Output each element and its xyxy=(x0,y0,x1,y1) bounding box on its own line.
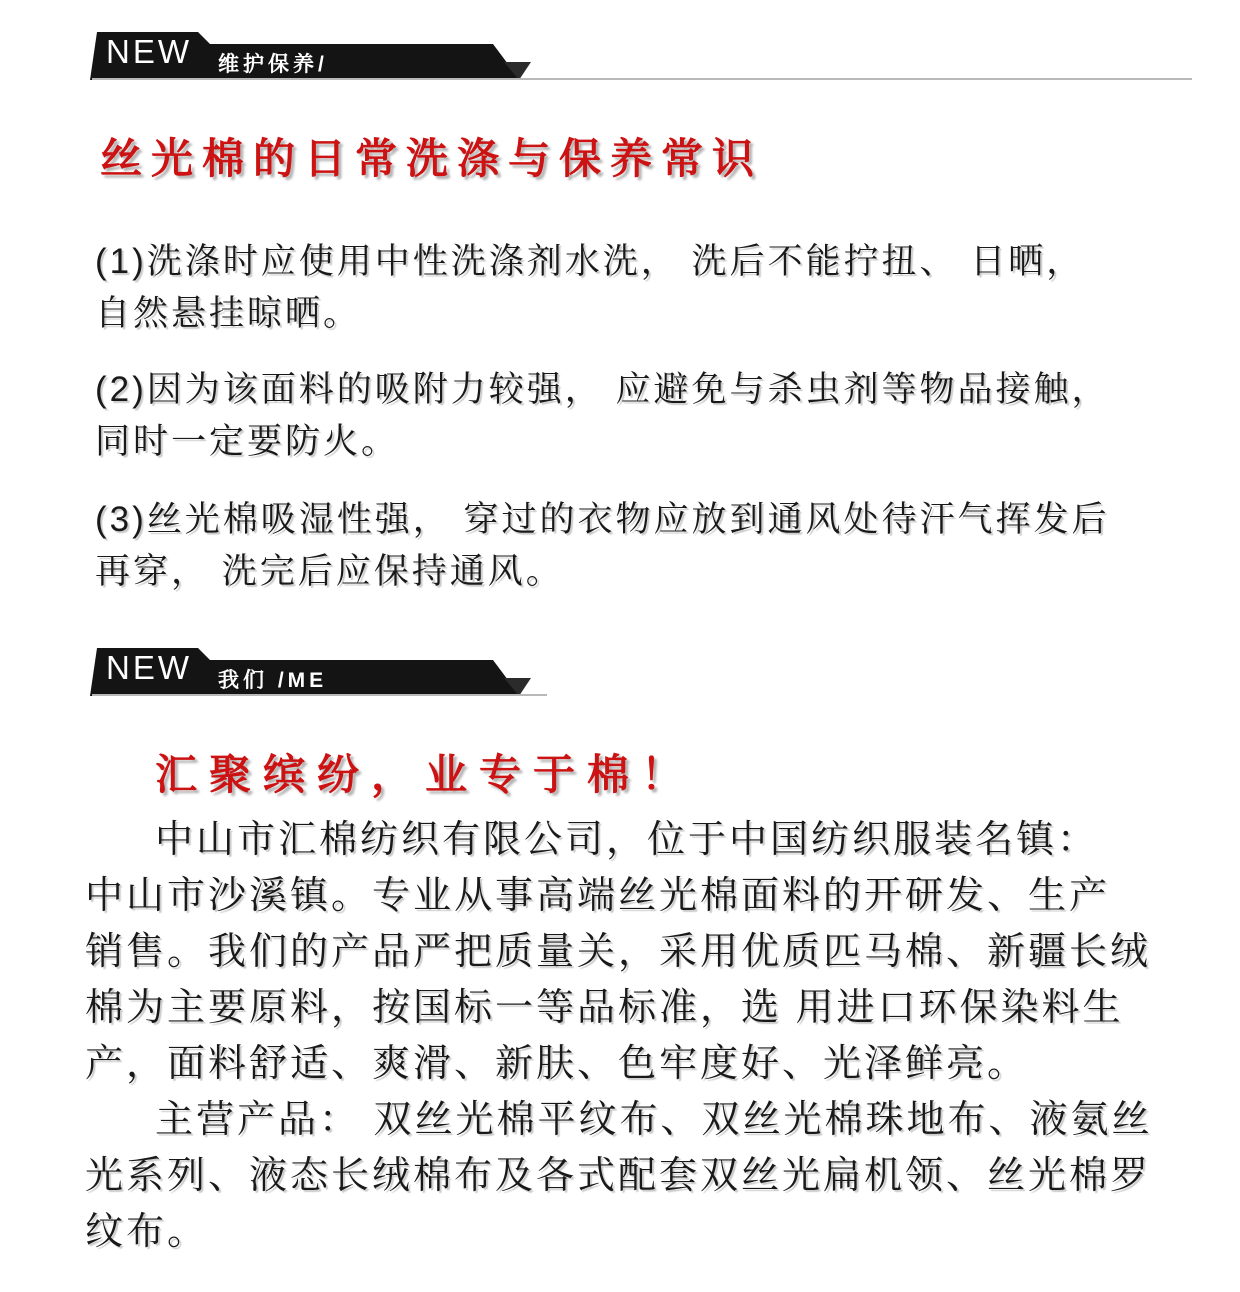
care-paragraph-3-line-2: 再穿， 洗完后应保持通风。 xyxy=(95,552,564,591)
care-paragraph-2 xyxy=(95,364,1215,468)
care-paragraph-2-line-1: (2)因为该面料的吸附力较强， 应避免与杀虫剂等物品接触， xyxy=(95,370,1110,409)
about-line-3: 销售。我们的产品严把质量关，采用优质匹马棉、新疆长绒 xyxy=(85,931,1152,973)
about-line-6: 主营产品： 双丝光棉平纹布、双丝光棉珠地布、液氨丝 xyxy=(155,1099,1153,1141)
about-line-7: 光系列、液态长绒棉布及各式配套双丝光扁机领、丝光棉罗 xyxy=(85,1155,1152,1197)
banner-underline xyxy=(92,78,1192,80)
banner-about xyxy=(90,646,1200,700)
care-section-title: 丝光棉的日常洗涤与保养常识 xyxy=(100,135,764,182)
new-badge: NEW xyxy=(106,33,192,70)
care-paragraph-1-line-1: (1)洗涤时应使用中性洗涤剂水洗， 洗后不能拧扭、 日晒， xyxy=(95,242,1085,281)
about-line-1: 中山市汇棉纺织有限公司，位于中国纺织服装名镇： xyxy=(155,819,1099,861)
care-paragraph-3-line-1: (3)丝光棉吸湿性强， 穿过的衣物应放到通风处待汗气挥发后 xyxy=(95,500,1110,539)
care-paragraph-1-line-2: 自然悬挂晾晒。 xyxy=(95,294,362,333)
banner-underline xyxy=(92,694,547,696)
about-line-4: 棉为主要原料，按国标一等品标准，选 用进口环保染料生 xyxy=(85,987,1124,1029)
banner-about-label: 我们 /ME xyxy=(218,669,328,692)
about-line-5: 产，面料舒适、爽滑、新肤、色牢度好、光泽鲜亮。 xyxy=(85,1043,1029,1085)
about-text-block xyxy=(85,812,1195,1260)
banner-maintenance xyxy=(90,30,1200,84)
new-badge: NEW xyxy=(106,649,192,686)
about-line-8: 纹布。 xyxy=(85,1211,209,1253)
care-paragraph-2-line-2: 同时一定要防火。 xyxy=(95,422,400,461)
care-paragraph-3 xyxy=(95,494,1215,598)
care-paragraph-1 xyxy=(95,236,1215,340)
about-line-2: 中山市沙溪镇。专业从事高端丝光棉面料的开研发、生产 xyxy=(85,875,1111,917)
about-section-title: 汇聚缤纷，业专于棉！ xyxy=(155,751,696,798)
banner-maintenance-label: 维护保养/ xyxy=(218,53,328,76)
